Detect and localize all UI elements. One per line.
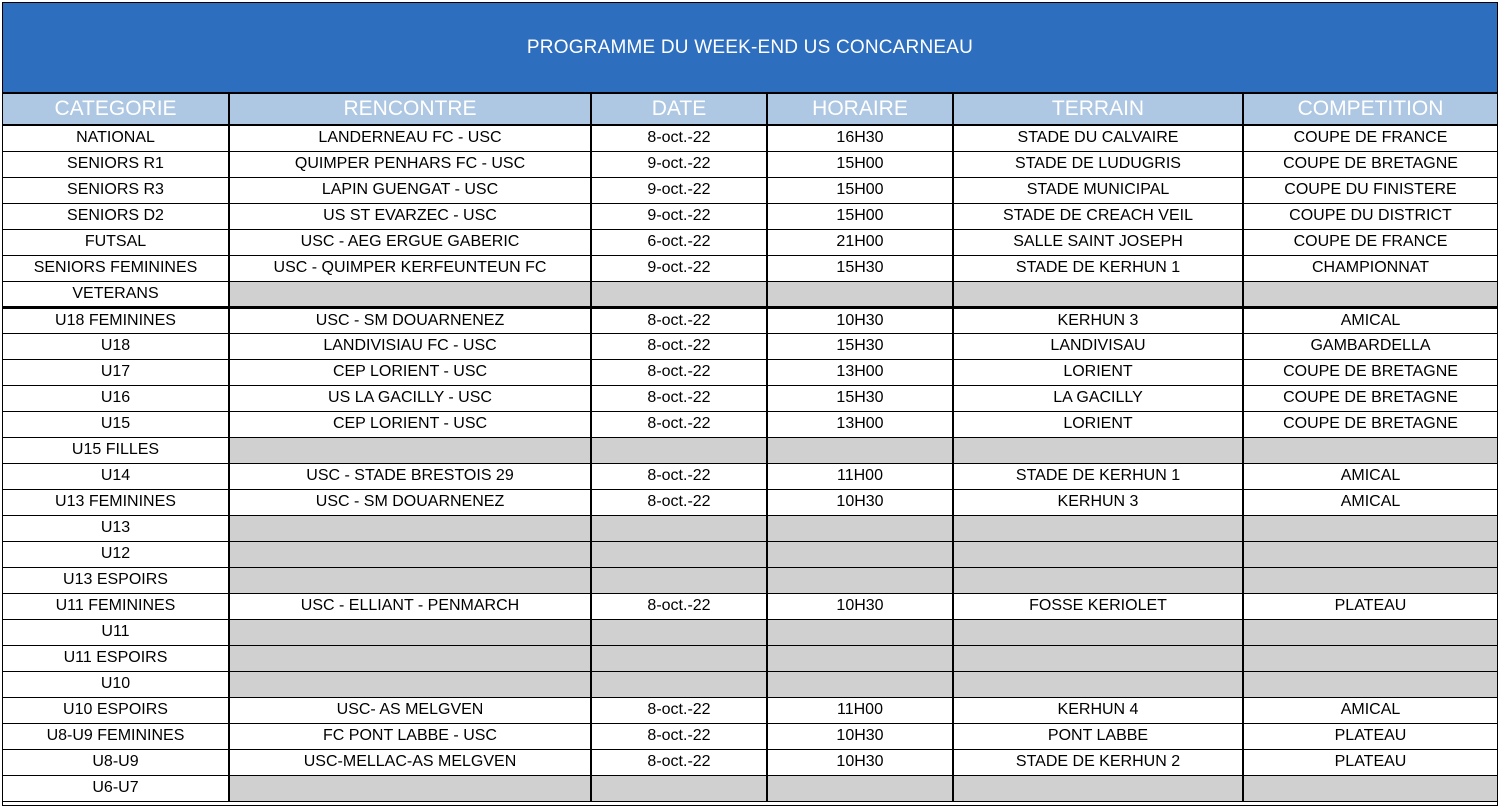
cell-rencontre: US ST EVARZEC - USC	[229, 203, 591, 229]
cell-horaire: 10H30	[767, 749, 953, 775]
table-row	[3, 567, 1497, 593]
cell-terrain	[953, 281, 1243, 307]
table-row	[3, 697, 1497, 723]
cell-horaire	[767, 775, 953, 801]
cell-horaire	[767, 567, 953, 593]
cell-horaire: 16H30	[767, 125, 953, 151]
cell-competition: AMICAL	[1243, 463, 1497, 489]
cell-competition	[1243, 671, 1497, 697]
cell-horaire	[767, 619, 953, 645]
cell-rencontre: LANDIVISIAU FC - USC	[229, 333, 591, 359]
cell-rencontre: USC - AEG ERGUE GABERIC	[229, 229, 591, 255]
schedule-table	[3, 94, 1497, 802]
header-horaire: HORAIRE	[767, 94, 953, 125]
cell-date: 8-oct.-22	[591, 411, 767, 437]
cell-terrain: STADE MUNICIPAL	[953, 177, 1243, 203]
cell-horaire: 10H30	[767, 723, 953, 749]
cell-categorie: FUTSAL	[3, 229, 229, 255]
cell-horaire	[767, 645, 953, 671]
cell-date: 9-oct.-22	[591, 151, 767, 177]
cell-rencontre: US LA GACILLY - USC	[229, 385, 591, 411]
cell-competition	[1243, 281, 1497, 307]
cell-competition	[1243, 567, 1497, 593]
cell-categorie: U11 ESPOIRS	[3, 645, 229, 671]
cell-terrain	[953, 775, 1243, 801]
cell-terrain	[953, 541, 1243, 567]
cell-terrain: STADE DE KERHUN 1	[953, 463, 1243, 489]
cell-rencontre	[229, 671, 591, 697]
cell-terrain	[953, 437, 1243, 463]
header-competition: COMPETITION	[1243, 94, 1497, 125]
cell-categorie: U8-U9 FEMININES	[3, 723, 229, 749]
table-row	[3, 385, 1497, 411]
cell-date: 8-oct.-22	[591, 489, 767, 515]
cell-terrain: SALLE SAINT JOSEPH	[953, 229, 1243, 255]
cell-horaire: 13H00	[767, 359, 953, 385]
cell-terrain: STADE DE LUDUGRIS	[953, 151, 1243, 177]
cell-horaire: 10H30	[767, 307, 953, 333]
cell-horaire	[767, 281, 953, 307]
cell-rencontre	[229, 281, 591, 307]
cell-rencontre: USC - QUIMPER KERFEUNTEUN FC	[229, 255, 591, 281]
table-row	[3, 619, 1497, 645]
cell-date: 9-oct.-22	[591, 177, 767, 203]
cell-terrain: KERHUN 3	[953, 307, 1243, 333]
cell-date	[591, 645, 767, 671]
table-row	[3, 229, 1497, 255]
cell-rencontre: USC - ELLIANT - PENMARCH	[229, 593, 591, 619]
cell-rencontre	[229, 515, 591, 541]
cell-rencontre	[229, 567, 591, 593]
cell-competition: PLATEAU	[1243, 749, 1497, 775]
table-row	[3, 463, 1497, 489]
sheet-title: PROGRAMME DU WEEK-END US CONCARNEAU	[3, 3, 1497, 94]
cell-terrain: STADE DE CREACH VEIL	[953, 203, 1243, 229]
table-row	[3, 671, 1497, 697]
table-row	[3, 307, 1497, 333]
cell-competition: GAMBARDELLA	[1243, 333, 1497, 359]
cell-categorie: U13 ESPOIRS	[3, 567, 229, 593]
table-row	[3, 255, 1497, 281]
cell-rencontre	[229, 541, 591, 567]
header-row	[3, 94, 1497, 125]
cell-competition	[1243, 515, 1497, 541]
cell-categorie: SENIORS D2	[3, 203, 229, 229]
cell-rencontre: QUIMPER PENHARS FC - USC	[229, 151, 591, 177]
cell-horaire: 10H30	[767, 593, 953, 619]
cell-horaire: 15H00	[767, 203, 953, 229]
cell-rencontre: LANDERNEAU FC - USC	[229, 125, 591, 151]
cell-terrain: KERHUN 4	[953, 697, 1243, 723]
cell-terrain	[953, 671, 1243, 697]
cell-terrain	[953, 515, 1243, 541]
cell-date	[591, 567, 767, 593]
cell-rencontre: USC- AS MELGVEN	[229, 697, 591, 723]
cell-categorie: U16	[3, 385, 229, 411]
cell-categorie: U6-U7	[3, 775, 229, 801]
cell-horaire: 15H00	[767, 151, 953, 177]
cell-categorie: NATIONAL	[3, 125, 229, 151]
cell-competition: COUPE DE BRETAGNE	[1243, 359, 1497, 385]
table-row	[3, 359, 1497, 385]
table-row	[3, 203, 1497, 229]
cell-horaire: 21H00	[767, 229, 953, 255]
cell-categorie: U15	[3, 411, 229, 437]
cell-categorie: SENIORS R1	[3, 151, 229, 177]
table-row	[3, 281, 1497, 307]
cell-categorie: U10	[3, 671, 229, 697]
table-body	[3, 125, 1497, 801]
cell-rencontre	[229, 437, 591, 463]
table-row	[3, 645, 1497, 671]
cell-categorie: U11	[3, 619, 229, 645]
table-row	[3, 775, 1497, 801]
cell-rencontre: FC PONT LABBE - USC	[229, 723, 591, 749]
cell-date	[591, 619, 767, 645]
cell-date: 8-oct.-22	[591, 307, 767, 333]
cell-terrain: PONT LABBE	[953, 723, 1243, 749]
table-row	[3, 411, 1497, 437]
cell-date	[591, 515, 767, 541]
cell-categorie: VETERANS	[3, 281, 229, 307]
cell-date: 6-oct.-22	[591, 229, 767, 255]
header-terrain: TERRAIN	[953, 94, 1243, 125]
cell-competition: COUPE DE BRETAGNE	[1243, 151, 1497, 177]
table-row	[3, 437, 1497, 463]
cell-categorie: U13 FEMININES	[3, 489, 229, 515]
header-date: DATE	[591, 94, 767, 125]
cell-competition	[1243, 541, 1497, 567]
cell-competition: COUPE DE BRETAGNE	[1243, 385, 1497, 411]
cell-terrain: STADE DU CALVAIRE	[953, 125, 1243, 151]
cell-date: 8-oct.-22	[591, 125, 767, 151]
cell-competition: CHAMPIONNAT	[1243, 255, 1497, 281]
cell-terrain: FOSSE KERIOLET	[953, 593, 1243, 619]
cell-rencontre	[229, 775, 591, 801]
cell-date	[591, 541, 767, 567]
table-row	[3, 541, 1497, 567]
cell-categorie: SENIORS R3	[3, 177, 229, 203]
cell-categorie: U10 ESPOIRS	[3, 697, 229, 723]
cell-date: 8-oct.-22	[591, 463, 767, 489]
cell-date: 8-oct.-22	[591, 723, 767, 749]
cell-terrain: LANDIVISAU	[953, 333, 1243, 359]
header-rencontre: RENCONTRE	[229, 94, 591, 125]
cell-categorie: U13	[3, 515, 229, 541]
cell-terrain: LORIENT	[953, 359, 1243, 385]
cell-competition: COUPE DU DISTRICT	[1243, 203, 1497, 229]
cell-rencontre	[229, 645, 591, 671]
table-row	[3, 333, 1497, 359]
cell-date: 8-oct.-22	[591, 749, 767, 775]
cell-categorie: U17	[3, 359, 229, 385]
cell-terrain: STADE DE KERHUN 1	[953, 255, 1243, 281]
table-row	[3, 749, 1497, 775]
cell-categorie: U18	[3, 333, 229, 359]
cell-competition	[1243, 775, 1497, 801]
cell-competition: AMICAL	[1243, 307, 1497, 333]
table-row	[3, 593, 1497, 619]
cell-competition: PLATEAU	[1243, 593, 1497, 619]
cell-date	[591, 281, 767, 307]
cell-competition: AMICAL	[1243, 489, 1497, 515]
cell-horaire	[767, 437, 953, 463]
cell-categorie: U8-U9	[3, 749, 229, 775]
cell-terrain	[953, 619, 1243, 645]
cell-competition: AMICAL	[1243, 697, 1497, 723]
cell-terrain	[953, 567, 1243, 593]
cell-date	[591, 437, 767, 463]
cell-rencontre: LAPIN GUENGAT - USC	[229, 177, 591, 203]
cell-terrain: STADE DE KERHUN 2	[953, 749, 1243, 775]
cell-categorie: U12	[3, 541, 229, 567]
cell-terrain	[953, 645, 1243, 671]
header-categorie: CATEGORIE	[3, 94, 229, 125]
cell-date: 8-oct.-22	[591, 697, 767, 723]
cell-rencontre: USC - SM DOUARNENEZ	[229, 489, 591, 515]
cell-competition: COUPE DE BRETAGNE	[1243, 411, 1497, 437]
cell-horaire	[767, 515, 953, 541]
cell-horaire: 13H00	[767, 411, 953, 437]
table-row	[3, 723, 1497, 749]
cell-date: 8-oct.-22	[591, 359, 767, 385]
cell-horaire: 11H00	[767, 463, 953, 489]
cell-date: 9-oct.-22	[591, 255, 767, 281]
cell-rencontre: USC-MELLAC-AS MELGVEN	[229, 749, 591, 775]
cell-horaire: 15H00	[767, 177, 953, 203]
cell-horaire: 15H30	[767, 255, 953, 281]
cell-categorie: SENIORS FEMININES	[3, 255, 229, 281]
cell-date: 9-oct.-22	[591, 203, 767, 229]
cell-horaire	[767, 671, 953, 697]
cell-terrain: KERHUN 3	[953, 489, 1243, 515]
cell-competition: COUPE DU FINISTERE	[1243, 177, 1497, 203]
table-row	[3, 515, 1497, 541]
cell-horaire: 15H30	[767, 333, 953, 359]
cell-competition	[1243, 645, 1497, 671]
cell-rencontre: USC - SM DOUARNENEZ	[229, 307, 591, 333]
cell-competition	[1243, 437, 1497, 463]
schedule-sheet	[2, 2, 1498, 806]
cell-terrain: LORIENT	[953, 411, 1243, 437]
table-row	[3, 125, 1497, 151]
cell-date: 8-oct.-22	[591, 593, 767, 619]
cell-horaire: 11H00	[767, 697, 953, 723]
cell-rencontre: USC - STADE BRESTOIS 29	[229, 463, 591, 489]
cell-date: 8-oct.-22	[591, 385, 767, 411]
table-row	[3, 151, 1497, 177]
cell-competition: COUPE DE FRANCE	[1243, 229, 1497, 255]
cell-date: 8-oct.-22	[591, 333, 767, 359]
cell-categorie: U18 FEMININES	[3, 307, 229, 333]
cell-terrain: LA GACILLY	[953, 385, 1243, 411]
cell-categorie: U15 FILLES	[3, 437, 229, 463]
cell-date	[591, 671, 767, 697]
cell-rencontre	[229, 619, 591, 645]
cell-categorie: U14	[3, 463, 229, 489]
cell-competition: PLATEAU	[1243, 723, 1497, 749]
table-row	[3, 177, 1497, 203]
cell-competition: COUPE DE FRANCE	[1243, 125, 1497, 151]
cell-horaire	[767, 541, 953, 567]
cell-rencontre: CEP LORIENT - USC	[229, 411, 591, 437]
cell-rencontre: CEP LORIENT - USC	[229, 359, 591, 385]
cell-categorie: U11 FEMININES	[3, 593, 229, 619]
cell-date	[591, 775, 767, 801]
table-row	[3, 489, 1497, 515]
cell-horaire: 10H30	[767, 489, 953, 515]
cell-horaire: 15H30	[767, 385, 953, 411]
cell-competition	[1243, 619, 1497, 645]
